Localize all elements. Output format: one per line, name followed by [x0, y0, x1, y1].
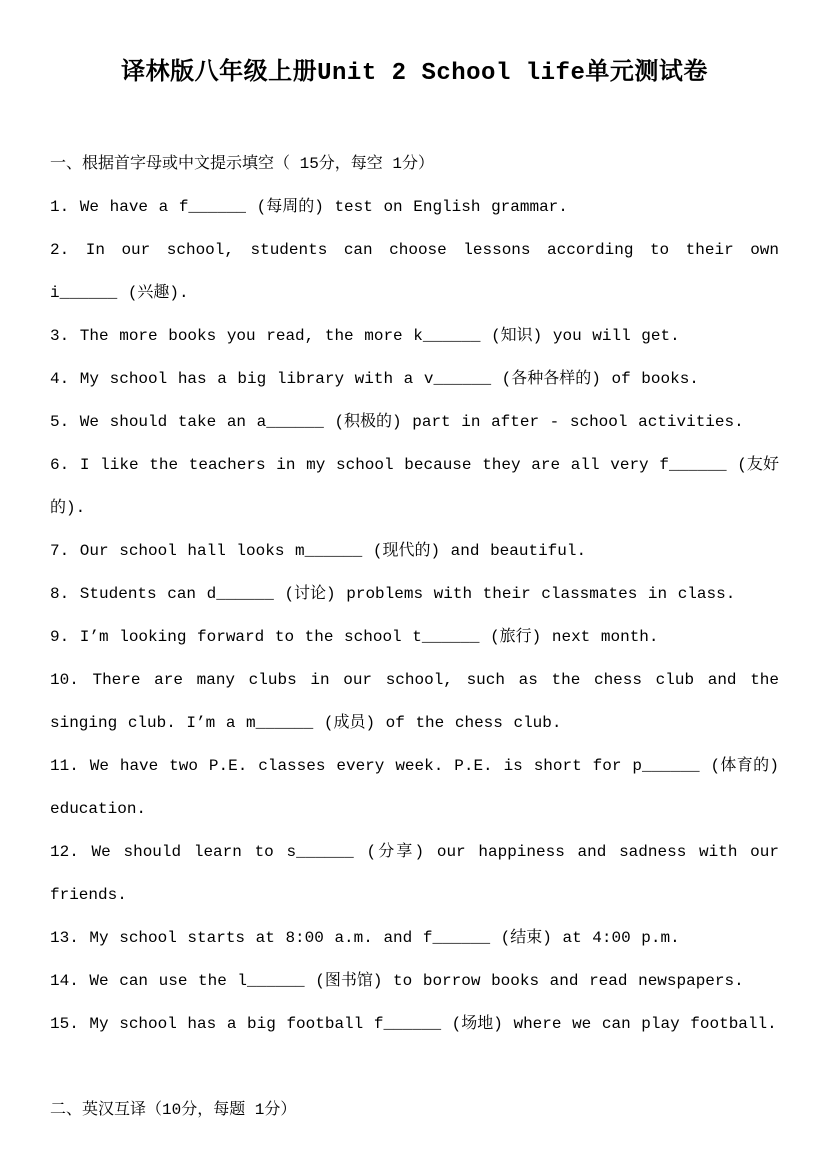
question-item: 1. We have a f______ (每周的) test on English grammar.	[50, 198, 568, 216]
section-fill-in-blanks	[50, 143, 779, 1046]
question-item: 5. We should take an a______ (积极的) part in after - school activities.	[50, 413, 744, 431]
question-item: 10. There are many clubs in our school, such as the chess club and the singing club. I’m a m______ (成员) of the chess club.	[50, 671, 779, 732]
question-item: 12. We should learn to s______ (分享) our happiness and sadness with our friends.	[50, 843, 779, 904]
question-item: 6. I like the teachers in my school because they are all very f______ (友好的).	[50, 456, 779, 517]
question-item: 9. I’m looking forward to the school t______ (旅行) next month.	[50, 628, 659, 646]
question-item: 11. We have two P.E. classes every week. P.E. is short for p______ (体育的) education.	[50, 757, 779, 818]
question-item: 8. Students can d______ (讨论) problems with their classmates in class.	[50, 585, 736, 603]
document-title-text: 译林版八年级上册Unit 2 School life单元测试卷	[121, 60, 708, 87]
question-item: 2. In our school, students can choose lessons according to their own i______ (兴趣).	[50, 241, 779, 302]
question-item: 3. The more books you read, the more k______ (知识) you will get.	[50, 327, 680, 345]
section-translation	[50, 1089, 779, 1132]
question-item: 15. My school has a big football f______ (场地) where we can play football.	[50, 1015, 777, 1033]
question-item: 4. My school has a big library with a v______ (各种各样的) of books.	[50, 370, 699, 388]
section-heading: 一、根据首字母或中文提示填空（ 15分，每空 1分）	[50, 155, 435, 173]
section-heading: 二、英汉互译（10分，每题 1分）	[50, 1101, 297, 1119]
question-item: 14. We can use the l______ (图书馆) to borrow books and read newspapers.	[50, 972, 744, 990]
question-item: 13. My school starts at 8:00 a.m. and f______ (结束) at 4:00 p.m.	[50, 929, 680, 947]
question-item: 7. Our school hall looks m______ (现代的) and beautiful.	[50, 542, 587, 560]
document-title	[50, 58, 779, 90]
